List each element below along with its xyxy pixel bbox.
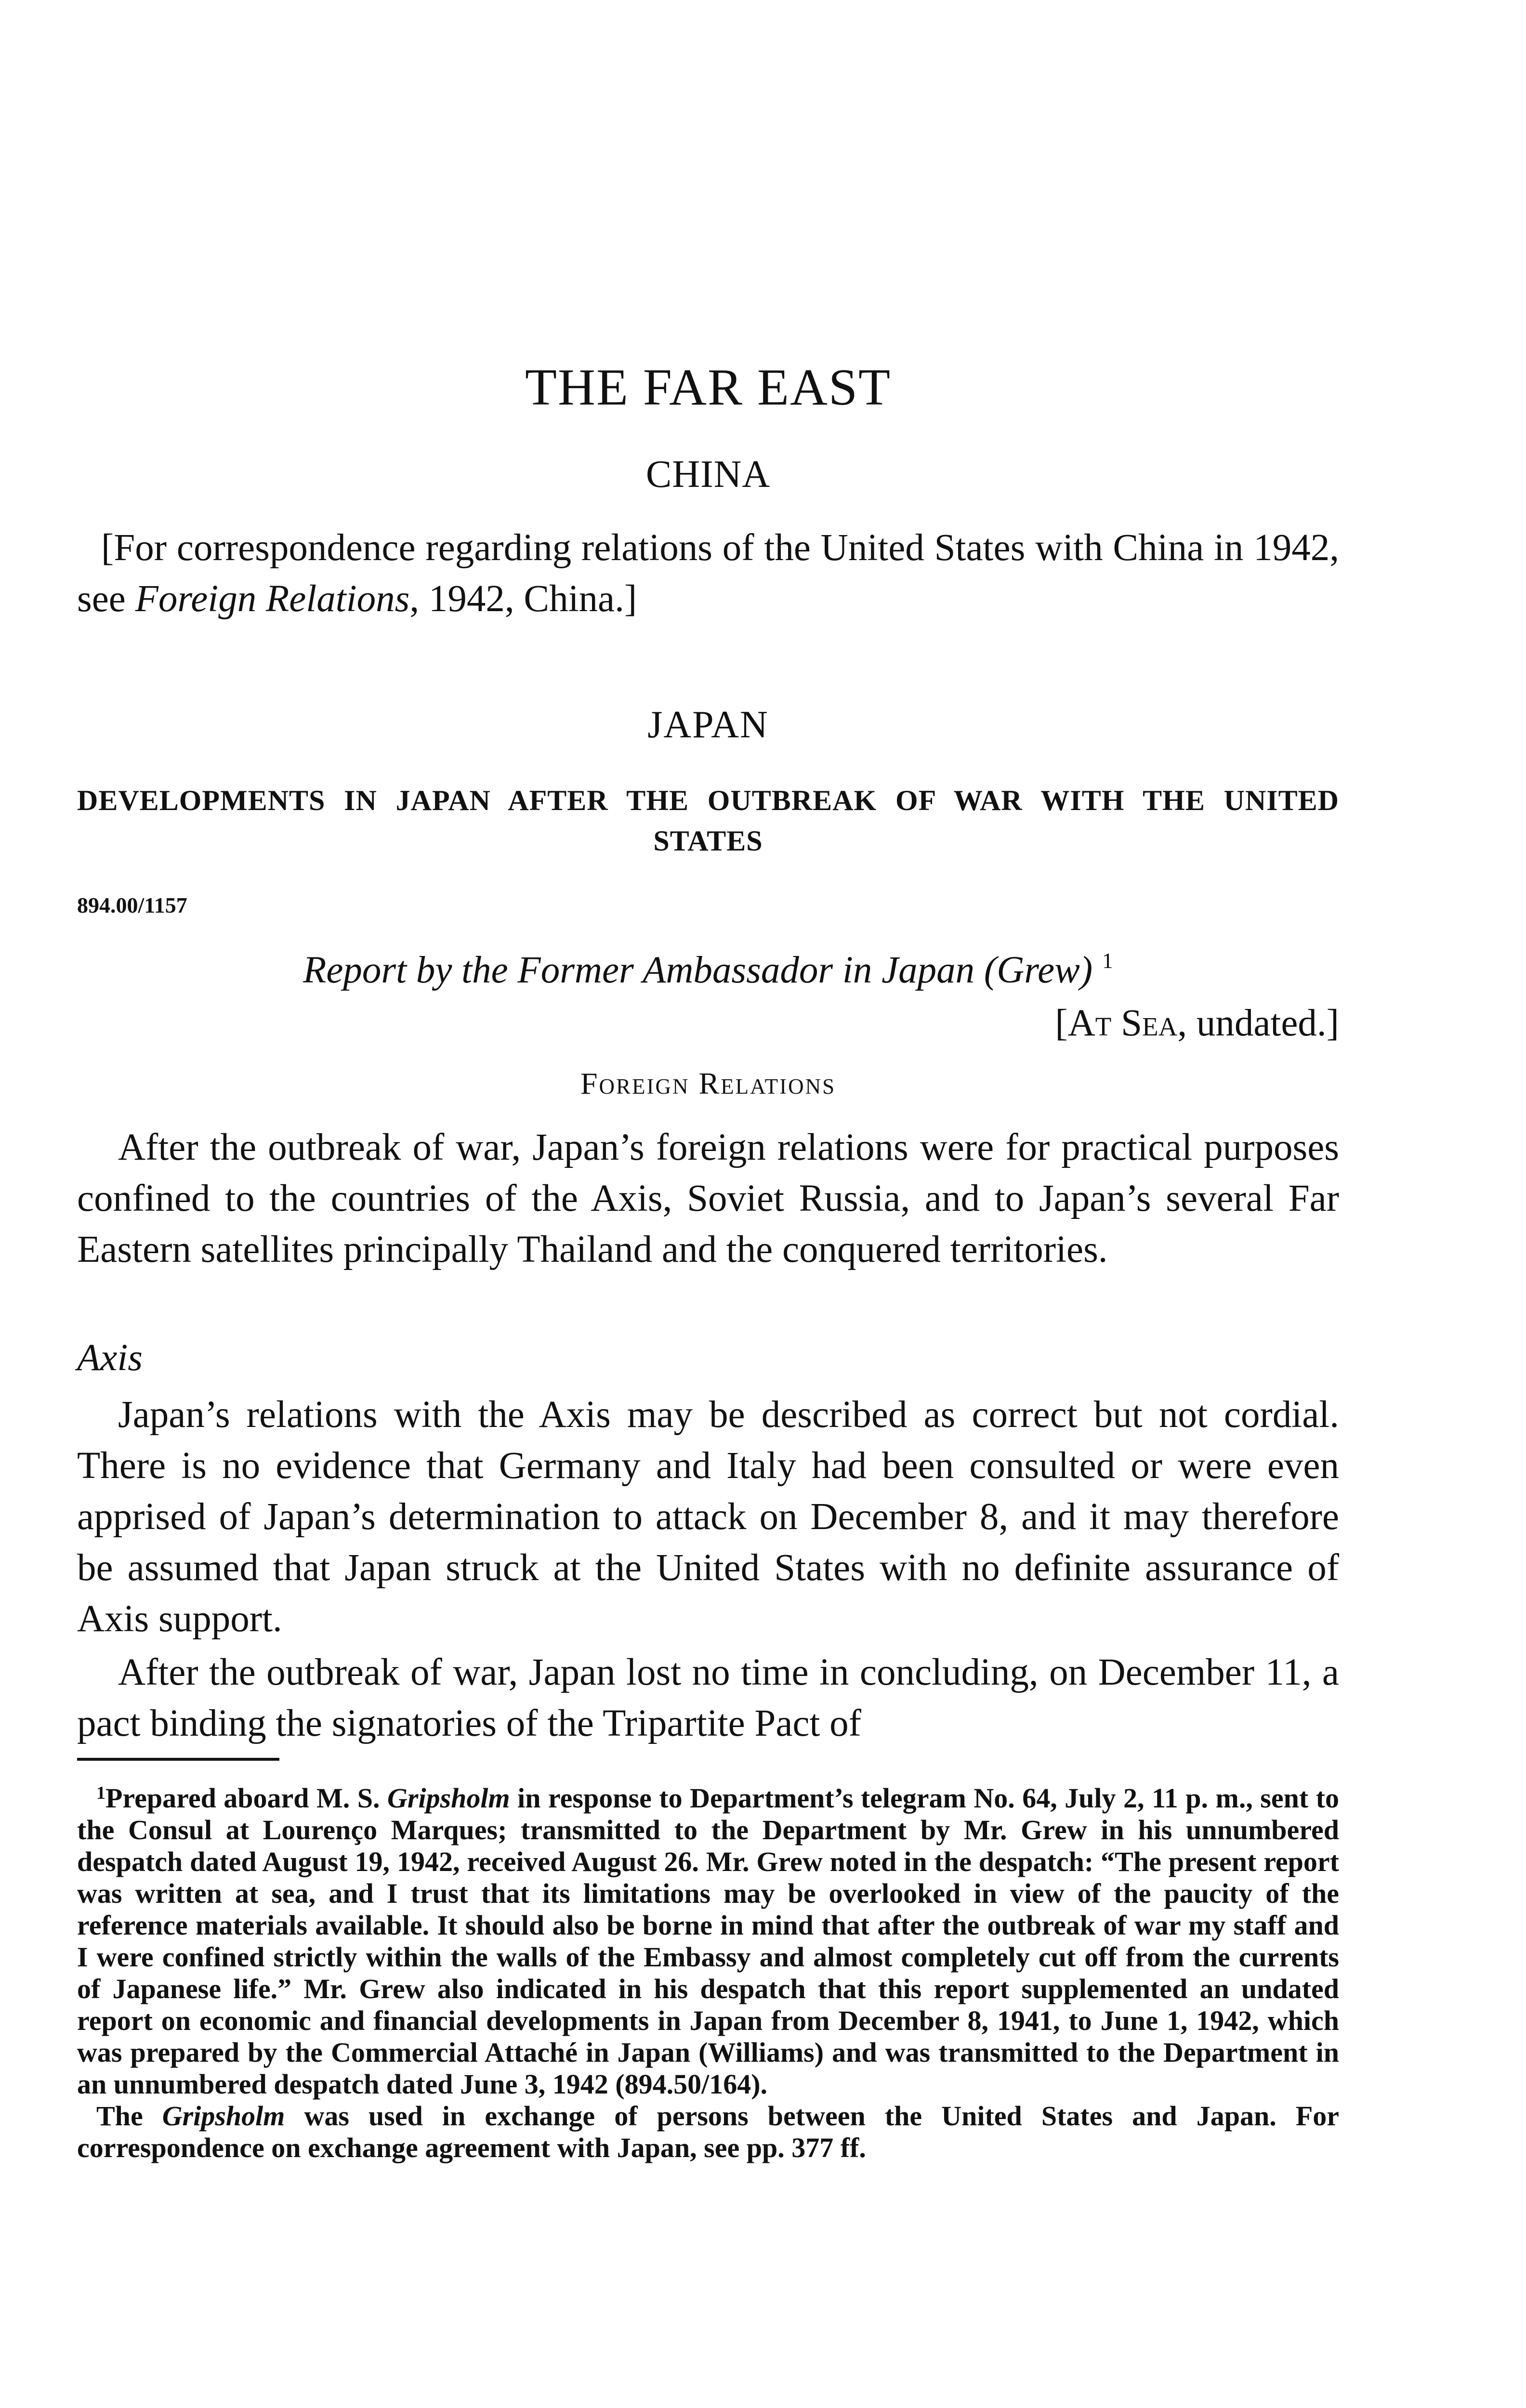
footnote-reference: 1 — [1102, 948, 1113, 973]
footnote-2-ship: Gripsholm — [162, 2100, 285, 2132]
foreign-relations-heading: Foreign Relations — [580, 1066, 836, 1100]
footnote-1-ship: Gripsholm — [387, 1782, 510, 1814]
dateline-open: [ — [1055, 1002, 1068, 1044]
china-note — [77, 523, 1339, 625]
document-page — [77, 0, 1339, 2408]
china-heading: CHINA — [645, 453, 771, 496]
china-note-text-1: [For correspondence regarding relations of the United States with China in 1942, see — [77, 527, 1339, 620]
footnote-1-continued — [77, 2100, 1339, 2164]
footnote-rule — [77, 1758, 279, 1761]
subject-heading: DEVELOPMENTS IN JAPAN AFTER THE OUTBREAK OF WAR WITH THE UNITED STATES — [77, 785, 1339, 857]
dateline-rest: , undated.] — [1177, 1002, 1339, 1044]
axis-heading: Axis — [77, 1337, 143, 1379]
dateline — [1055, 999, 1339, 1047]
footnote-1-text-b: in response to Department’s telegram No. 64, July 2, 11 p. m., sent to the Consul at Lourenço Marques; transmitted to the Department by Mr. Grew in his unnumbered despatch dated August 19, 1942, received August 26. Mr. Grew noted in the despatch: “The present report was written at sea, and I trust that its limitations may be overlooked in view of the paucity of the reference materials available. It should also be borne in mind that after the outbreak of war my staff and I were confined strictly within the walls of the Embassy and almost completely cut off from the currents of Japanese life.” Mr. Grew also indicated in his despatch that this report supplemented an undated report on economic and financial developments in Japan from December 8, 1941, to June 1, 1942, which was prepared by the Commercial Attaché in Japan (Williams) and was transmitted to the Department in an unnumbered despatch dated June 3, 1942 (894.50/164). — [77, 1782, 1339, 2100]
footnote-1-text-a: Prepared aboard M. S. — [105, 1782, 387, 1814]
footnote-marker: 1 — [96, 1783, 105, 1803]
section-title: THE FAR EAST — [525, 359, 891, 416]
report-title — [77, 937, 1339, 995]
footnote-2-text-b: was used in exchange of persons between the United States and Japan. For correspondence on exchange agreement with Japan, see pp. 377 ff. — [77, 2100, 1339, 2163]
report-title-text: Report by the Former Ambassador in Japan (Grew) — [303, 949, 1093, 991]
china-note-text-2: , 1942, China.] — [409, 578, 637, 620]
footnote-1 — [77, 1777, 1339, 2100]
dateline-place: At Sea — [1067, 1002, 1178, 1044]
paragraph-3: After the outbreak of war, Japan lost no time in concluding, on December 11, a pact binding the signatories of the Tripartite Pact of — [77, 1651, 1339, 1744]
paragraph-1: After the outbreak of war, Japan’s foreign relations were for practical purposes confined to the countries of the Axis, Soviet Russia, and to Japan’s several Far Eastern satellites principally Thailand and the conquered territories. — [77, 1126, 1339, 1270]
file-number: 894.00/1157 — [77, 893, 187, 917]
japan-heading: JAPAN — [647, 704, 769, 746]
footnotes — [77, 1777, 1339, 2164]
china-note-italic: Foreign Relations — [135, 578, 410, 620]
footnote-2-text-a: The — [96, 2100, 162, 2132]
paragraph-2: Japan’s relations with the Axis may be described as correct but not cordial. There is no evidence that Germany and Italy had been consulted or were even apprised of Japan’s determination to attack on December 8, and it may therefore be assumed that Japan struck at the United States with no definite assurance of Axis support. — [77, 1394, 1339, 1640]
